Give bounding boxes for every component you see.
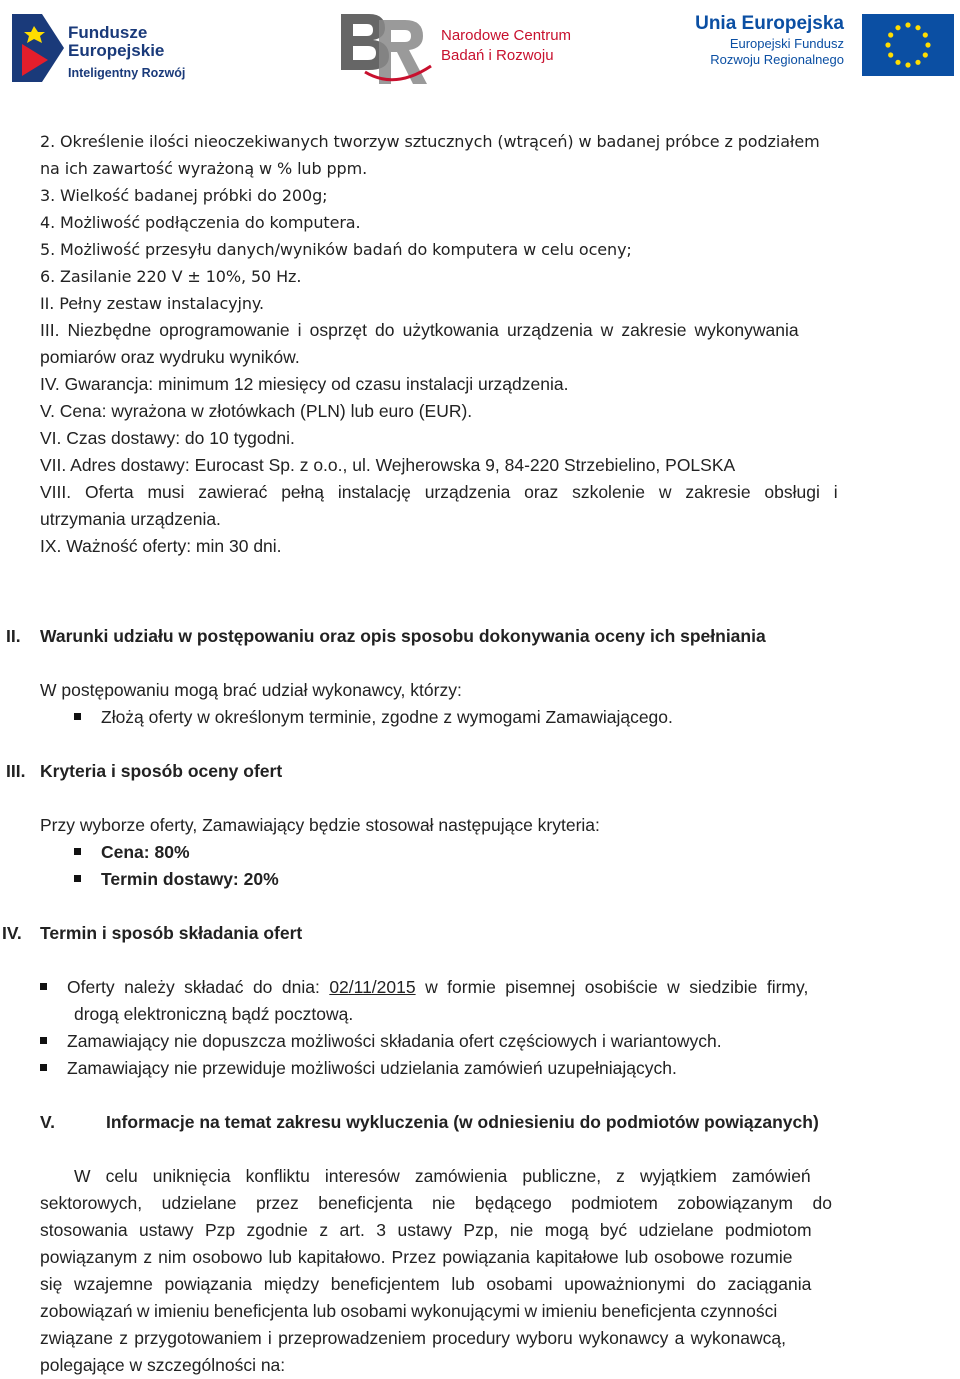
section-number: IV. [2,923,22,943]
section-number: II. [6,626,21,646]
paragraph-line: związane z przygotowaniem i przeprowadzeniem procedury wyboru wykonawcy a wykonawcą, [40,1328,786,1348]
unia-europejska-logo [684,12,956,82]
section-number: III. [6,761,26,781]
bullet-text: Złożą oferty w określonym terminie, zgodne z wymogami Zamawiającego. [101,707,673,727]
delivery-address-part1: VII. Adres dostawy: Eurocast Sp. z o.o. [40,455,343,475]
paragraph-line: stosowania ustawy Pzp zgodnie z art. 3 ustawy Pzp, nie mogą być udzielane podmiotom [40,1220,812,1240]
paragraph-line: się wzajemne powiązania między beneficjentem lub osobami upoważnionymi do zaciągania [40,1274,812,1294]
list-item: utrzymania urządzenia. [40,509,221,529]
bullet-item [40,704,932,731]
bullet-item [40,866,932,893]
list-item: na ich zawartość wyrażoną w % lub ppm. [40,159,368,178]
fe-name-line1: Fundusze [68,23,148,42]
fe-program-name: Inteligentny Rozwój [68,66,186,80]
list-item [40,452,932,479]
section-heading [40,1109,932,1136]
section-4 [2,920,932,1082]
requirements-list [40,128,932,317]
bullet-item [40,839,932,866]
fe-name-line2: Europejskie [68,41,165,60]
bullet-icon [40,1037,47,1044]
list-item: 5. Możliwość przesyłu danych/wyników badań do komputera w celu oceny; [40,240,632,259]
section-title: Warunki udziału w postępowaniu oraz opis sposobu dokonywania oceny ich spełniania [40,626,766,646]
bullet-text: Zamawiający nie przewiduje możliwości udzielania zamówień uzupełniających. [67,1058,677,1078]
section-5 [40,1109,932,1379]
bullet-icon [74,713,81,720]
list-item: VI. Czas dostawy: do 10 tygodni. [40,428,295,448]
bullet-item [40,974,932,1001]
paragraph-line: polegające w szczególności na: [40,1355,286,1375]
deadline-date: 02/11/2015 [329,977,416,997]
bullet-item [40,1028,932,1055]
fundusze-europejskie-logo [12,14,192,84]
section-2 [6,623,932,731]
list-item: IX. Ważność oferty: min 30 dni. [40,536,282,556]
paragraph-line: zobowiązań w imieniu beneficjenta lub osobami wykonującymi w imieniu beneficjenta czynności [40,1301,778,1321]
delivery-address-part3: , 84-220 Strzebielino, POLSKA [494,455,736,475]
section-paragraph [40,1163,932,1379]
list-item: pomiarów oraz wydruku wyników. [40,347,300,367]
list-item: VIII. Oferta musi zawierać pełną instalację urządzenia oraz szkolenie w zakresie obsługi i [40,482,838,502]
bullet-text: Cena: 80% [101,842,190,862]
section-intro: W postępowaniu mogą brać udział wykonawcy, którzy: [40,680,462,700]
section-intro: Przy wyborze oferty, Zamawiający będzie stosował następujące kryteria: [40,815,600,835]
bullet-text: Oferty należy składać do dnia: [67,977,320,997]
list-item: II. Pełny zestaw instalacyjny. [40,294,264,313]
section-title: Termin i sposób składania ofert [40,923,303,943]
bullet-icon [40,1064,47,1071]
paragraph-line: W celu uniknięcia konfliktu interesów zamówienia publiczne, z wyjątkiem zamówień [74,1166,811,1186]
list-item: 3. Wielkość badanej próbki do 200g; [40,186,328,205]
bullet-continuation: drogą elektroniczną bądź pocztową. [74,1004,354,1024]
paragraph-line: powiązanym z nim osobowo lub kapitałowo. Przez powiązania kapitałowe lub osobowe rozumie [40,1247,793,1267]
delivery-address-part2: , ul. Wejherowska 9 [342,455,495,475]
bullet-item [40,1055,932,1082]
list-item: 6. Zasilanie 220 V ± 10%, 50 Hz. [40,267,302,286]
ncbr-logo [335,6,575,96]
page-header [0,0,960,100]
bullet-icon [74,848,81,855]
requirements-list-2 [40,317,932,560]
bullet-text: Termin dostawy: 20% [101,869,279,889]
ue-name: Unia Europejska [695,13,844,34]
section-title: Kryteria i sposób oceny ofert [40,761,283,781]
section-heading [2,920,932,947]
list-item: 2. Określenie ilości nieoczekiwanych tworzyw sztucznych (wtrąceń) w badanej próbce z podziałem [40,132,820,151]
section-heading [6,623,932,650]
bullet-icon [74,875,81,882]
list-item: 4. Możliwość podłączenia do komputera. [40,213,361,232]
ue-fund-line2: Rozwoju Regionalnego [710,52,844,67]
ncbr-name-line2: Badań i Rozwoju [441,47,554,64]
ue-fund-line1: Europejski Fundusz [729,36,844,51]
eu-flag-icon [862,14,954,76]
document-body [2,128,932,1379]
section-3 [6,758,932,893]
fe-emblem-icon [12,14,64,82]
bullet-text: w formie pisemnej osobiście w siedzibie firmy, [425,977,809,997]
ncbr-emblem-icon [335,6,435,90]
list-item: V. Cena: wyrażona w złotówkach (PLN) lub euro (EUR). [40,401,473,421]
list-item: III. Niezbędne oprogramowanie i osprzęt do użytkowania urządzenia w zakresie wykonywania [40,320,799,340]
bullet-text: Zamawiający nie dopuszcza możliwości składania ofert częściowych i wariantowych. [67,1031,722,1051]
section-number: V. [40,1112,55,1132]
bullet-icon [40,983,47,990]
section-heading [6,758,932,785]
ncbr-name-line1: Narodowe Centrum [441,27,572,44]
paragraph-line: sektorowych, udzielane przez beneficjenta nie będącego podmiotem zobowiązanym do [40,1193,832,1213]
list-item: IV. Gwarancja: minimum 12 miesięcy od czasu instalacji urządzenia. [40,374,569,394]
section-title: Informacje na temat zakresu wykluczenia (w odniesieniu do podmiotów powiązanych) [106,1112,819,1132]
